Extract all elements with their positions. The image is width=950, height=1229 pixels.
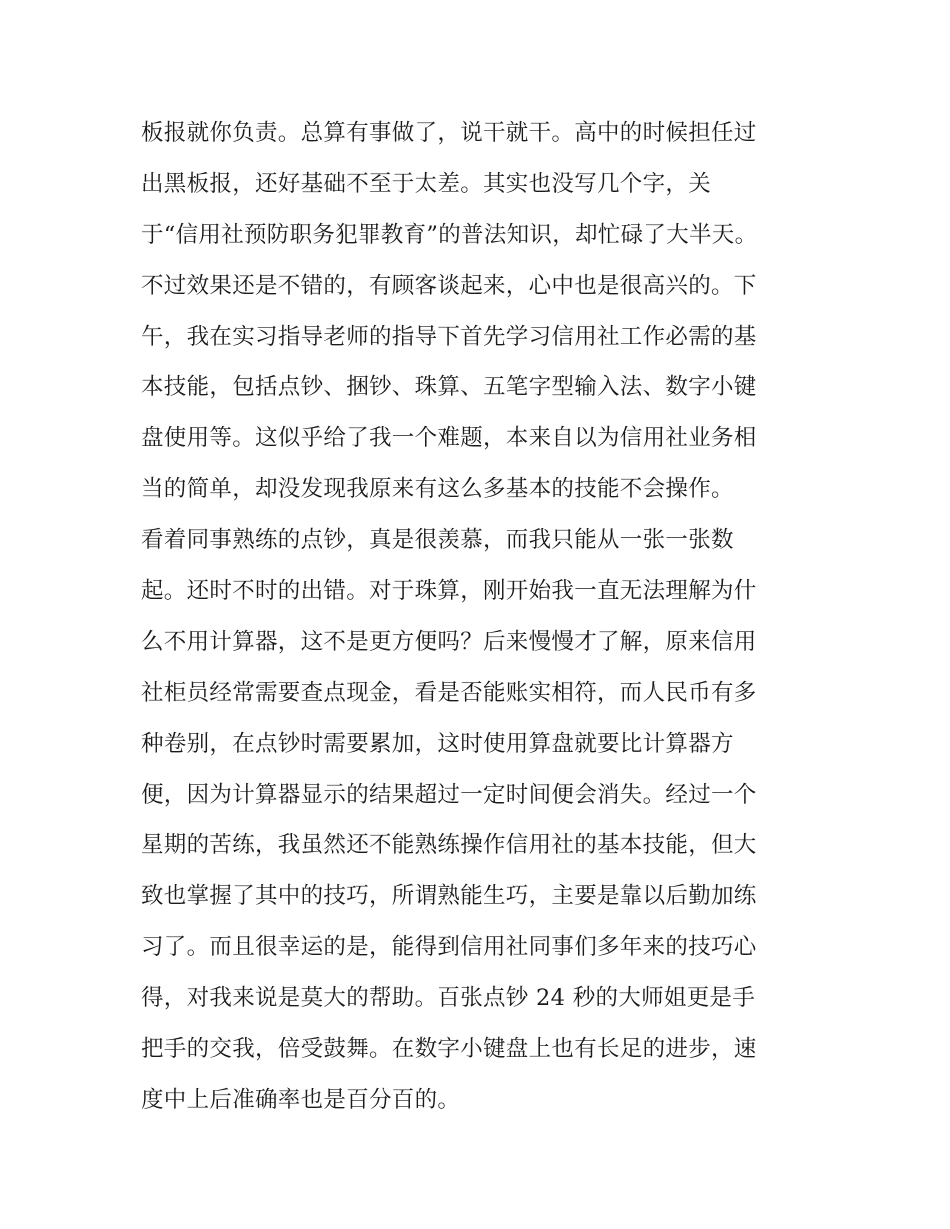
document-body [141, 108, 821, 1126]
text-line: 午，我在实习指导老师的指导下首先学习信用社工作必需的基 [141, 323, 757, 350]
text-line: 本技能，包括点钞、捆钞、珠算、五笔字型输入法、数字小键 [141, 374, 757, 401]
text-line: 看着同事熟练的点钞，真是很羡慕，而我只能从一张一张数 [141, 527, 734, 554]
text-line: 于“信用社预防职务犯罪教育”的普法知识，却忙碌了大半天。 [141, 221, 758, 248]
text-line: 度中上后准确率也是百分百的。 [141, 1086, 461, 1113]
text-line: 当的简单，却没发现我原来有这么多基本的技能不会操作。 [141, 476, 734, 503]
text-line: 社柜员经常需要查点现金，看是否能账实相符，而人民币有多 [141, 679, 757, 706]
text-line: 板报就你负责。总算有事做了，说干就干。高中的时候担任过 [141, 120, 757, 146]
text-line: 盘使用等。这似乎给了我一个难题，本来自以为信用社业务相 [141, 425, 757, 452]
text-line: 得，对我来说是莫大的帮助。百张点钞 24 秒的大师姐更是手 [141, 985, 756, 1012]
text-line: 便，因为计算器显示的结果超过一定时间便会消失。经过一个 [141, 781, 757, 808]
text-line: 习了。而且很幸运的是，能得到信用社同事们多年来的技巧心 [141, 934, 757, 961]
text-line: 不过效果还是不错的，有顾客谈起来，心中也是很高兴的。下 [141, 272, 757, 299]
text-line: 把手的交我，倍受鼓舞。在数字小键盘上也有长足的进步，速 [141, 1036, 757, 1063]
text-line: 致也掌握了其中的技巧，所谓熟能生巧，主要是靠以后勤加练 [141, 883, 757, 910]
text-line: 起。还时不时的出错。对于珠算，刚开始我一直无法理解为什 [141, 578, 757, 605]
text-line: 出黑板报，还好基础不至于太差。其实也没写几个字，关 [141, 170, 712, 197]
text-line: 种卷别，在点钞时需要累加，这时使用算盘就要比计算器方 [141, 730, 734, 757]
text-line: 星期的苦练，我虽然还不能熟练操作信用社的基本技能，但大 [141, 832, 757, 859]
text-line: 么不用计算器，这不是更方便吗？后来慢慢才了解，原来信用 [141, 628, 757, 655]
